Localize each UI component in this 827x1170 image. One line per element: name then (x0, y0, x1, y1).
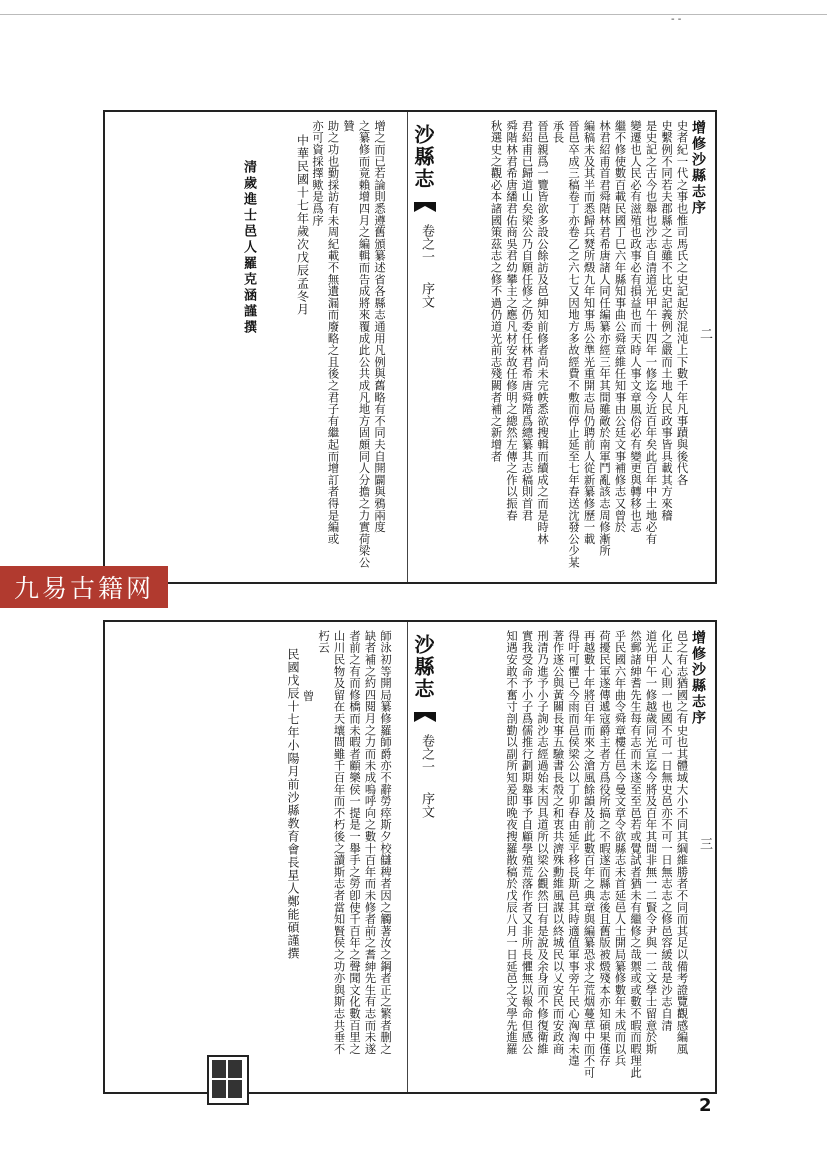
printed-page-number: 2 (699, 1095, 712, 1116)
bottom-preface-signature: 民國戊辰十七年小陽月前沙縣教育會長星人鄭能碩謹撰 (286, 648, 300, 960)
bottom-preface-title: 增修沙縣志序 (690, 630, 706, 726)
top-preface-date: 中華民國十七年歲次戊辰孟冬月 (295, 134, 310, 316)
top-col-6: 編稿未及其半而悉歸兵燹所燬九年知事馬公準光重開志局仍聘前人從新纂修歷一載 (582, 120, 596, 545)
preface-spread-top (103, 110, 717, 584)
bottom-col-9: 刑清乃進予小子詢沙志經過始末因具道所以梁公觀然曰有是說及余身而不修復衛維 (536, 630, 549, 1055)
top-col-2: 是史記之古今也舉也沙志自清道光甲午十四年一修迄今近百年矣此百年中土地必有 (644, 120, 658, 545)
bottom-col-10: 實我受命予小子爲儒推行劃期舉事予自顧學殖荒落作者又非所長懼無以報命但感公 (520, 630, 534, 1055)
seal-glyph (228, 1080, 242, 1098)
bottom-preface-closing (111, 630, 393, 1084)
bottom-col-16: 朽云 (317, 630, 330, 654)
bottom-col-8: 著作遂公與黃關長事五驗書長殼之和衷共濟殊勳維風謀以終城民以乂安民而安政商 (551, 630, 565, 1055)
bottom-col-13: 缺者補之約四閱月之力而未成嗚呼向之數十百年而未修者前之耆紳先生有志而未遂 (363, 630, 377, 1055)
top-preface-signature: 清歲進士邑人羅克涵謹撰 (241, 160, 256, 336)
top-preface-title: 增修沙縣志序 (690, 120, 706, 216)
bottom-page-number: 三 (697, 837, 712, 850)
bottom-col-14: 者前之有而修橋而未暇者顧樂侯一提是一舉手之勞卽使千百年之聲聞文化數百里之 (348, 630, 361, 1055)
preface-spread-bottom (103, 620, 717, 1094)
bottom-col-2: 道光甲午一修越歲同光宣迄今將及百年其間非無一二賢令尹與一二文學士留意於斯 (644, 630, 658, 1055)
bottom-left-leaf (105, 622, 408, 1092)
top-left-leaf (105, 112, 408, 582)
top-right-leaf (407, 112, 715, 582)
bottom-col-7: 得吁可懼已今雨而邑侯梁公以丁卯春由延平移長斯邑其時適值軍事旁午民心洶洶未遑 (567, 630, 580, 1067)
juan-label-bottom: 卷之一 (419, 734, 434, 773)
bottom-col-1: 化正人心則一也國不可一日無史邑亦不可一日無志志之修邑容緩哉是沙志自清 (660, 630, 673, 1032)
bottom-col-6: 再越數十年將百年而來之滄風餘韻及前此數百年之典章與編纂恐求之荒烟蔓草中而不可 (582, 630, 596, 1079)
seal-stamp (207, 1055, 249, 1105)
seal-glyph (212, 1060, 226, 1078)
top-col-9: 君紹甫已歸道山矣梁公乃自願任修之仍委任林君希唐舜階爲總纂其志稿則首君 (520, 120, 534, 522)
corner-marks: - - (671, 14, 682, 25)
seal-glyph (212, 1080, 226, 1098)
seal-glyph (228, 1060, 242, 1078)
top-col-8: 晉邑親爲一覽皆欲多設公餘訪及邑紳知前修者尚未完帙悉欲搜輯而續成之而是時林 (536, 120, 549, 545)
bottom-col-5: 荷擾民軍遂傳遞寇爵主者方爲役所搞之不暇遂而縣志後且舊版被燬殘本亦知碩果僅存 (598, 630, 611, 1067)
top-col-0: 史者紀一代之事也惟司馬氏之史記起於混沌上下數千年凡事蹟與後代各 (675, 120, 689, 486)
bottom-sign-label: 曾 (301, 690, 315, 702)
top-preface-body (451, 120, 705, 574)
bottom-right-leaf (407, 622, 715, 1092)
top-col-11: 秋選史之觀必本諸國策茲志之修不過仍道光前志殘闕者補之新增者 (489, 120, 503, 463)
bottom-col-15: 山川民物及留在天壤間雖千百年而不朽後之讀斯志者當知賢侯之功亦與斯志共垂不 (332, 630, 346, 1055)
spacer (256, 120, 294, 574)
top-col-3: 變遷也人民必有滋殖也政事必有損益也而天時人事文章風俗必有變更與轉移也志 (629, 120, 642, 533)
juan-label: 卷之一 (419, 224, 434, 263)
bottom-col-12: 師泳初等開局纂修羅師爵亦不辭勞瘁斯夕校讎稗者因之觸著汝之鋼者正之繁者删之 (379, 630, 392, 1055)
section-label-bottom: 序文 (419, 792, 434, 818)
scan-top-border (0, 0, 827, 15)
bottom-col-4: 乎民國六年曲令舜章樓任邑今曼文章令欲縣志未首延邑人士開局纂修數年未成而以兵 (613, 630, 627, 1067)
top-page-number: 二 (697, 327, 712, 340)
watermark-banner: 九易古籍网 (0, 566, 168, 608)
top-col-1: 史繫例不同若夫郡縣之志雖不比史記義例之嚴而土地人民政事皆具載其方來稽 (660, 120, 673, 522)
top-closing-col-0: 增之而已若論則悉遵舊頒纂述省各縣志通用凡例與舊略有不同夫自開闢與鴉兩度 (373, 120, 386, 533)
bottom-preface-body (451, 630, 705, 1084)
top-preface-closing (241, 120, 388, 574)
top-col-7: 晉邑卒成三稿卷丁亦卷乙之六七又因地方多故經費不敷而停止延至七年春送沈發公少某承長 (551, 120, 580, 569)
book-title: 沙縣志 (411, 124, 435, 190)
bottom-col-3: 然郵諸紳耆先生每有志而未遂至至邑若或覺試者猶未有繼修之哉禦或或數不暇而暇理此 (629, 630, 642, 1079)
top-closing-col-1: 之纂修而竟賴增四月之編輯而告成將來覆成此公共成凡地方固頗同人分擔之力實荷梁公贊 (342, 120, 371, 569)
top-col-5: 林君紹甫首君舜階林君希唐諸人同任編纂亦經三年其間雖敵於南軍鬥亂該志周修漸所 (598, 120, 611, 557)
book-title-bottom: 沙縣志 (411, 634, 435, 700)
bottom-col-0: 邑之有志猶國之有史也其體域大小不同其綱維勝者不同而其足以備考證覽觀感編風 (675, 630, 689, 1055)
top-closing-col-2: 助之功也勤採訪有未周紀載不無遺漏而廢略之且後之君子有繼起而增訂者得是編或 (326, 120, 340, 545)
section-label: 序文 (419, 282, 434, 308)
bottom-col-11: 知遇安敢不奮寸剖勤以副所知爰即晚夜搜羅散稿於戊辰八月一日延邑之文學先進羅 (505, 630, 518, 1055)
top-col-10: 舜階林君希唐繙君佑商吳君幼攀主之應凡材安故任修明之總然左傳之作以振春 (505, 120, 518, 522)
top-closing-col-3: 亦可資採擇歟是爲序 (311, 120, 324, 227)
top-col-4: 繼不修使數百載民國丁巳六年縣知事曲公舜章維任知事由公廷文事補修志又曾於 (613, 120, 627, 533)
